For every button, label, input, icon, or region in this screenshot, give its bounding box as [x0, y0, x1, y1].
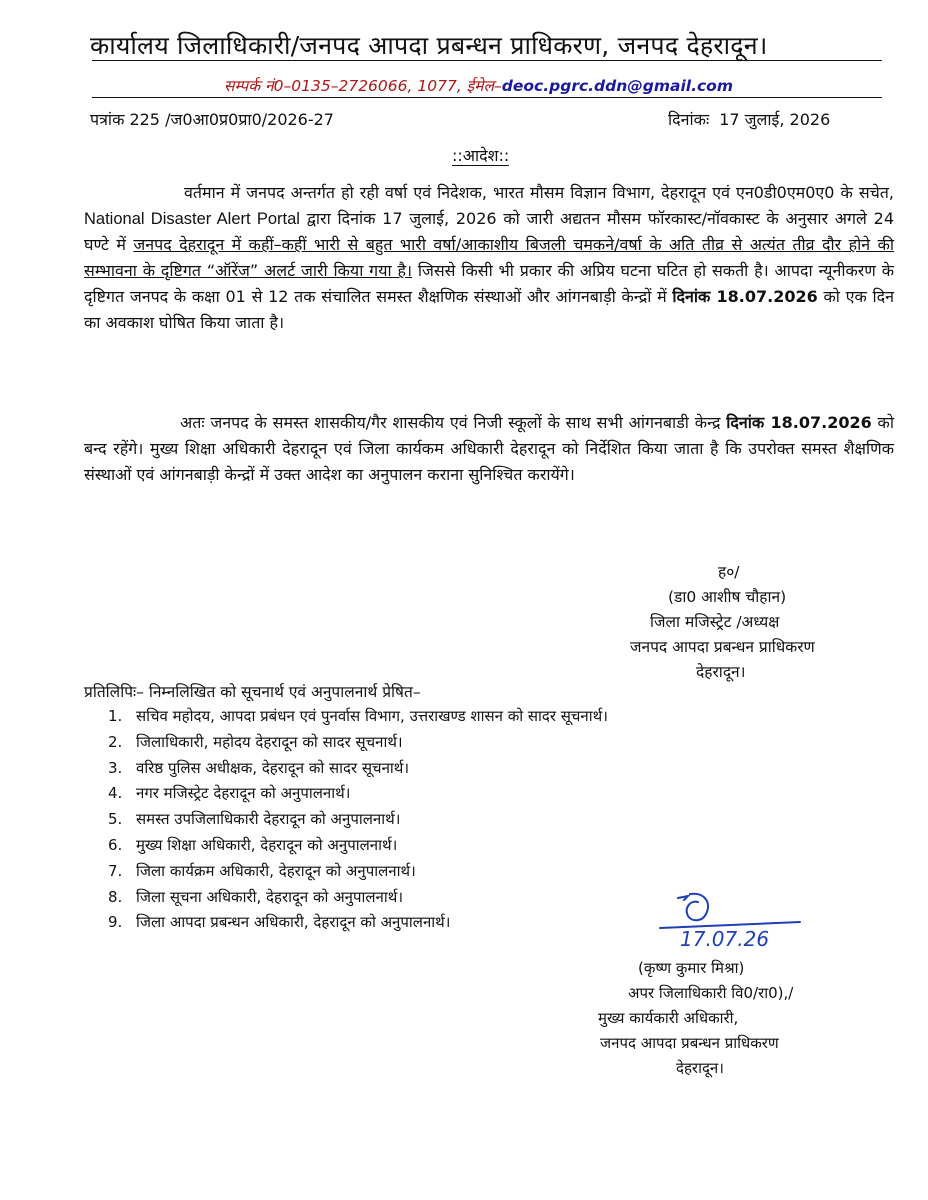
p1-portal-name: National Disaster Alert Portal [84, 210, 300, 228]
list-text: जिला कार्यक्रम अधिकारी, देहरादून को अनुपालनार्थ। [136, 861, 416, 880]
p1-text-3: जिससे किसी भी प्रकार की अप्रिय घटना घटित हो सकती है। आपदा न्यूनीकरण के दृष्टिगत जनपद के कक्षा 01 से 12 तक संचालित समस्त शैक्षणिक संस्थाओं और आंगनबाड़ी केन्द्रों में [84, 261, 894, 306]
p1-alert-statement: जनपद देहरादून में कहीं–कहीं भारी से बहुत भारी वर्षा/आकाशीय बिजली चमकने/वर्षा के अति तीव्र से अत्यंत तीव्र दौर होने की सम्भावना के दृष्टिगत “ऑरेंज” अलर्ट जारी किया गया है। [84, 235, 894, 280]
adm-authority: जनपद आपदा प्रबन्धन प्राधिकरण [600, 1034, 779, 1052]
list-item [108, 781, 608, 807]
p2-text-1: अतः जनपद के समस्त शासकीय/गैर शासकीय एवं निजी स्कूलों के साथ सभी आंगनबाडी केन्द्र [180, 413, 727, 432]
list-item [108, 910, 608, 936]
list-number: 5. [108, 810, 123, 829]
contact-line [224, 74, 733, 96]
dm-place: देहरादून। [696, 663, 746, 681]
email-address: deoc.pgrc.ddn@gmail.com [501, 77, 733, 95]
order-paragraph-2 [84, 410, 894, 488]
header-divider [92, 60, 882, 61]
list-item [108, 730, 608, 756]
list-text: वरिष्ठ पुलिस अधीक्षक, देहरादून को सादर सूचनार्थ। [136, 758, 410, 777]
signature-date: 17.07.26 [680, 927, 770, 951]
copy-to-heading: प्रतिलिपिः– निम्नलिखित को सूचनार्थ एवं अनुपालनार्थ प्रेषित– [84, 683, 421, 701]
adm-designation-2: मुख्य कार्यकारी अधिकारी, [598, 1009, 739, 1027]
dm-authority: जनपद आपदा प्रबन्धन प्राधिकरण [630, 638, 815, 656]
list-number: 8. [108, 887, 123, 906]
order-heading-text: ::आदेश:: [452, 146, 510, 165]
adm-designation: अपर जिलाधिकारी वि0/रा0),/ [628, 984, 794, 1002]
order-heading [452, 144, 509, 166]
p2-closure-date: दिनांक 18.07.2026 [726, 413, 872, 432]
order-paragraph-1 [84, 180, 894, 336]
signed-mark: ह०/ [718, 563, 740, 581]
letter-number: पत्रांक 225 /ज0आ0प्र0प्रा0/2026-27 [90, 110, 334, 129]
adm-place: देहरादून। [676, 1059, 724, 1077]
list-item [108, 704, 608, 730]
list-text: जिला सूचना अधिकारी, देहरादून को अनुपालनार्थ। [136, 887, 404, 906]
header-divider-lower [92, 97, 882, 98]
signatory-adm-block [598, 956, 858, 1081]
handwritten-signature [650, 892, 810, 952]
list-item [108, 885, 608, 911]
list-number: 3. [108, 758, 123, 777]
list-text: जिलाधिकारी, महोदय देहरादून को सादर सूचनार्थ। [136, 732, 403, 751]
list-number: 4. [108, 784, 123, 803]
list-text: समस्त उपजिलाधिकारी देहरादून को अनुपालनार्थ। [136, 810, 401, 829]
list-item [108, 807, 608, 833]
list-text: सचिव महोदय, आपदा प्रबंधन एवं पुनर्वास विभाग, उत्तराखण्ड शासन को सादर सूचनार्थ। [136, 707, 608, 725]
p1-holiday-date: दिनांक 18.07.2026 [672, 287, 818, 306]
list-text: मुख्य शिक्षा अधिकारी, देहरादून को अनुपालनार्थ। [136, 835, 398, 854]
copy-to-list [108, 704, 608, 936]
list-item [108, 833, 608, 859]
dm-designation: जिला मजिस्ट्रेट /अध्यक्ष [650, 613, 780, 631]
list-number: 7. [108, 861, 123, 880]
adm-name: (कृष्ण कुमार मिश्रा) [638, 959, 745, 977]
p1-text-2: द्वारा दिनांक 17 जुलाई, 2026 को जारी अद्यतन मौसम फॉरकास्ट/नॉवकास्ट के अनुसार अगले 24 घण्टे में [84, 209, 894, 254]
date-value: 17 जुलाई, 2026 [719, 110, 831, 129]
list-number: 9. [108, 913, 123, 932]
list-item [108, 859, 608, 885]
list-item [108, 756, 608, 782]
p2-text-2: को बन्द रहेंगे। मुख्य शिक्षा अधिकारी देहरादून एवं जिला कार्यकम अधिकारी देहरादून को निर्देशित किया जाता है कि उपरोक्त समस्त शैक्षणिक संस्थाओं एवं आंगनबाड़ी केन्द्रों में उक्त आदेश का अनुपालन कराना सुनिश्चित करायेंगे। [84, 413, 894, 484]
signatory-dm-block [610, 560, 850, 685]
date-label: दिनांकः [668, 110, 710, 129]
list-number: 2. [108, 732, 123, 751]
p1-text-4: को एक दिन का अवकाश घोषित किया जाता है। [84, 287, 894, 332]
p1-text-1: वर्तमान में जनपद अन्तर्गत हो रही वर्षा एवं निदेशक, भारत मौसम विज्ञान विभाग, देहरादून एवं एन0डी0एम0ए0 के सचेत, [184, 183, 894, 202]
signature-strokes [660, 894, 800, 928]
contact-numbers: सम्पर्क नं0–0135–2726066, 1077, ईमेल– [224, 77, 502, 95]
dm-name: (डा0 आशीष चौहान) [668, 588, 787, 606]
office-title: कार्यालय जिलाधिकारी/जनपद आपदा प्रबन्धन प्राधिकरण, जनपद देहरादून। [90, 31, 768, 60]
list-number: 6. [108, 835, 123, 854]
letter-date [668, 108, 830, 130]
list-text: जिला आपदा प्रबन्धन अधिकारी, देहरादून को अनुपालनार्थ। [136, 913, 451, 932]
list-text: नगर मजिस्ट्रेट देहरादून को अनुपालनार्थ। [136, 784, 351, 803]
list-number: 1. [108, 707, 123, 725]
